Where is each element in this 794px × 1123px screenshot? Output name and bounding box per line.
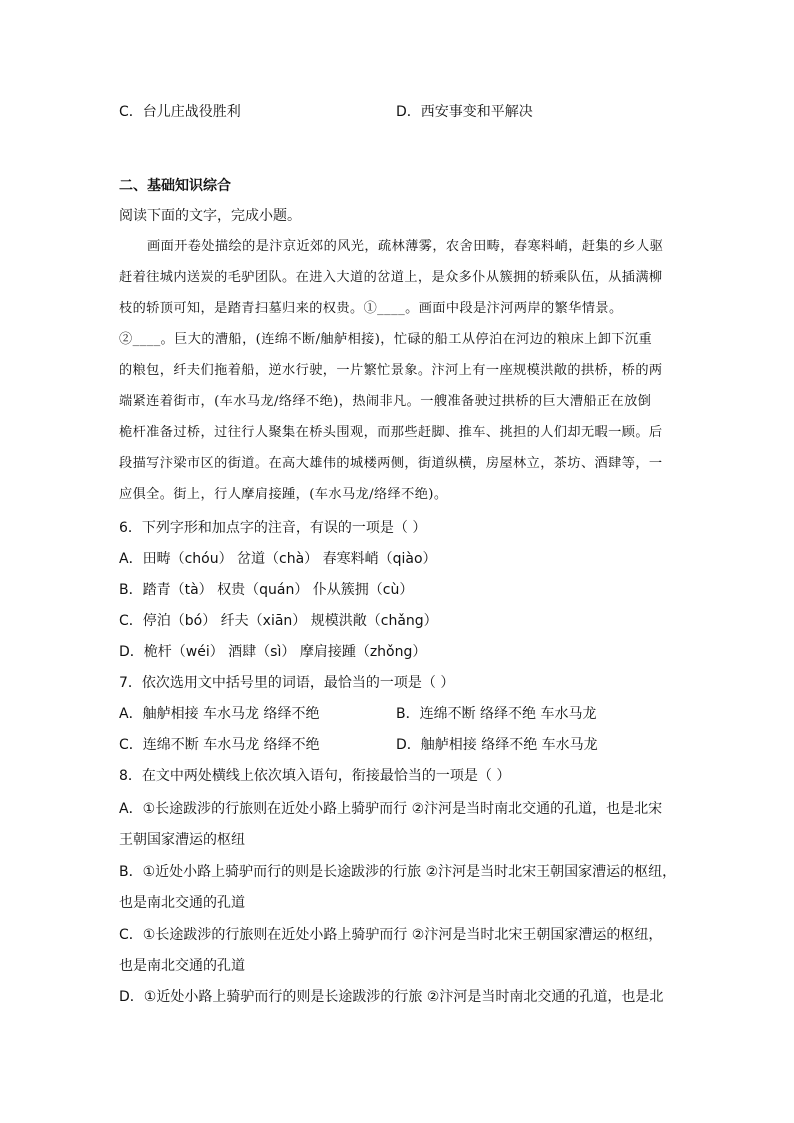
question-8-option-c: C．①长途跋涉的行旅则在近处小路上骑驴而行 ②汴河是当时北宋王朝国家漕运的枢纽， — [119, 927, 663, 943]
question-6-option-a: A．田畴（chóu） 岔道（chà） 春寒料峭（qiào） — [119, 551, 437, 567]
question-8-stem: 8．在文中两处横线上依次填入语句，衔接最恰当的一项是（ ） — [119, 768, 511, 784]
question-7-option-a: A．舳舻相接 车水马龙 络绎不绝 — [119, 706, 320, 722]
passage-line: ②____。巨大的漕船，(连绵不断/舳舻相接)，忙碌的船工从停泊在河边的粮床上卸下沉重 — [119, 332, 653, 347]
passage-line: 桅杆准备过桥，过往行人聚集在桥头围观，而那些赶脚、推车、挑担的人们却无暇一顾。后 — [119, 425, 663, 440]
question-7-stem: 7．依次选用文中括号里的词语，最恰当的一项是（ ） — [119, 675, 455, 691]
question-8-option-c-cont: 也是南北交通的孔道 — [119, 958, 245, 974]
passage-line: 的粮包，纤夫们拖着船，逆水行驶，一片繁忙景象。汴河上有一座规模洪敞的拱桥，桥的两 — [119, 363, 663, 378]
passage-line: 段描写汴梁市区的街道。在高大雄伟的城楼两侧，街道纵横，房屋林立，茶坊、酒肆等，一 — [119, 456, 663, 471]
question-8-option-a: A．①长途跋涉的行旅则在近处小路上骑驴而行 ②汴河是当时南北交通的孔道，也是北宋 — [119, 801, 663, 817]
option-d-prev: D．西安事变和平解决 — [396, 104, 533, 120]
passage-line: 端紧连着街市，(车水马龙/络绎不绝)，热闹非凡。一艘准备驶过拱桥的巨大漕船正在放倒 — [119, 394, 652, 409]
question-6-stem: 6．下列字形和加点字的注音，有误的一项是（ ） — [119, 520, 427, 536]
question-7-option-c: C．连绵不断 车水马龙 络绎不绝 — [119, 737, 320, 753]
option-c-prev: C．台儿庄战役胜利 — [119, 104, 241, 120]
question-7-option-d: D．舳舻相接 络绎不绝 车水马龙 — [396, 737, 598, 753]
section-title: 二、基础知识综合 — [119, 178, 231, 194]
question-6-option-d: D．桅杆（wéi） 酒肆（sì） 摩肩接踵（zhǒng） — [119, 644, 427, 660]
question-8-option-a-cont: 王朝国家漕运的枢纽 — [119, 832, 245, 848]
passage-line: 画面开卷处描绘的是汴京近郊的风光，疏林薄雾，农舍田畴，春寒料峭，赶集的乡人驱 — [147, 239, 664, 254]
question-8-option-b-cont: 也是南北交通的孔道 — [119, 895, 245, 911]
question-8-option-d: D．①近处小路上骑驴而行的则是长途跋涉的行旅 ②汴河是当时南北交通的孔道，也是北 — [119, 989, 664, 1005]
passage-line: 应俱全。街上，行人摩肩接踵，(车水马龙/络绎不绝)。 — [119, 487, 448, 502]
question-6-option-b: B．踏青（tà） 权贵（quán） 仆从簇拥（cù） — [119, 582, 414, 598]
question-6-option-c: C．停泊（bó） 纤夫（xiān） 规模洪敞（chǎng） — [119, 613, 438, 629]
instruction: 阅读下面的文字，完成小题。 — [119, 208, 301, 224]
passage-line: 枝的轿顶可知，是踏青扫墓归来的权贵。①____。画面中段是汴河两岸的繁华情景。 — [119, 301, 623, 316]
passage-line: 赶着往城内送炭的毛驴团队。在进入大道的岔道上，是众多仆从簇拥的轿乘队伍，从插满柳 — [119, 270, 663, 285]
question-7-option-b: B．连绵不断 络绎不绝 车水马龙 — [396, 706, 597, 722]
question-8-option-b: B．①近处小路上骑驴而行的则是长途跋涉的行旅 ②汴河是当时北宋王朝国家漕运的枢纽， — [119, 864, 677, 880]
